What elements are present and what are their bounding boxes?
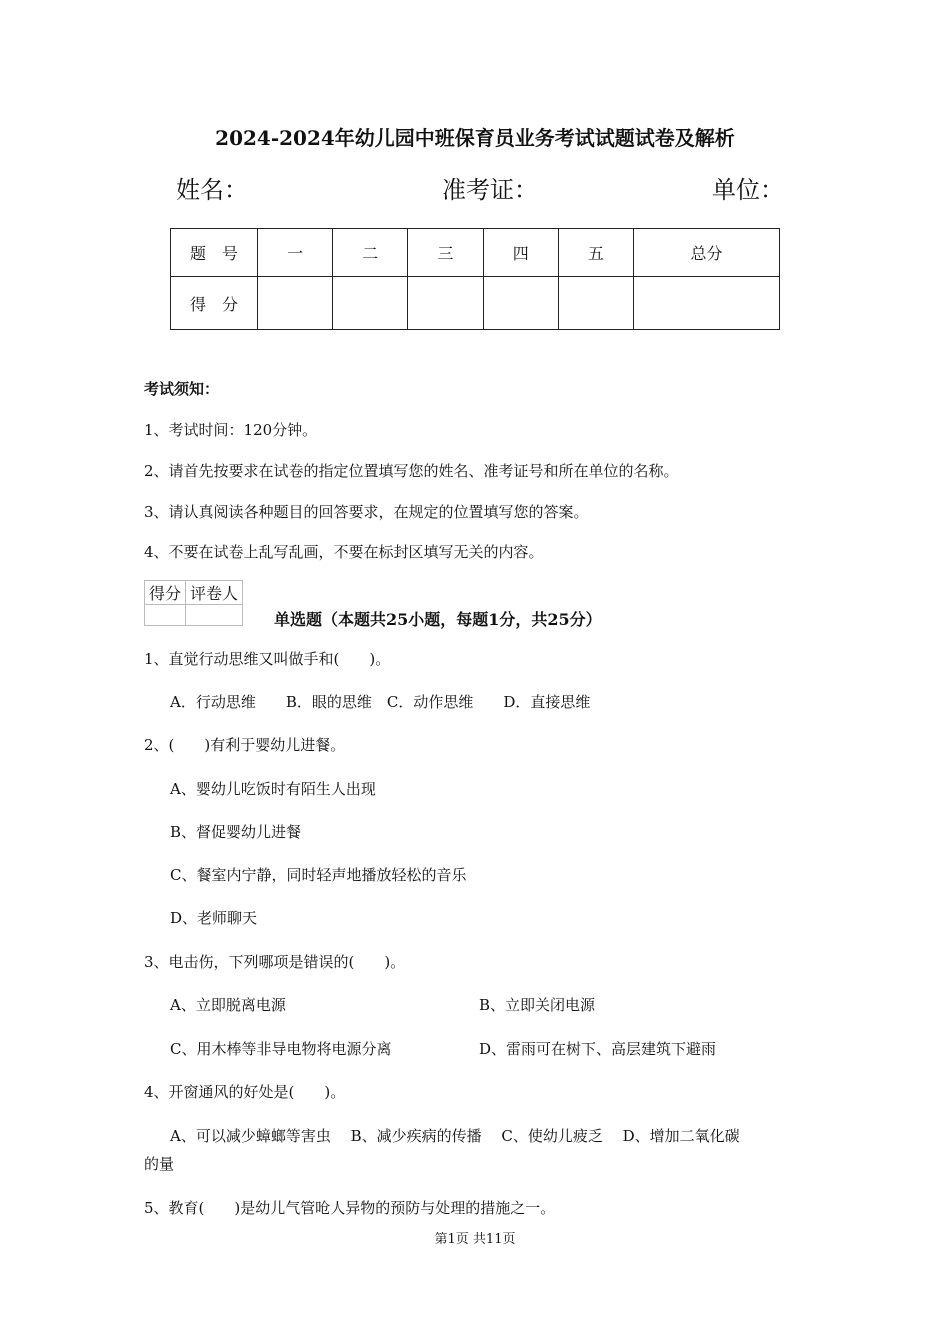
question-options-continued: 的量	[144, 1155, 175, 1173]
option-a: A、立即脱离电源	[170, 996, 286, 1014]
score-header-cell: 五	[558, 229, 633, 277]
notice-item: 2、请首先按要求在试卷的指定位置填写您的姓名、准考证号和所在单位的名称。	[144, 462, 679, 480]
question-stem: 5、教育( )是幼儿气管呛人异物的预防与处理的措施之一。	[144, 1199, 556, 1217]
option-b: B、督促婴幼儿进餐	[170, 823, 302, 841]
score-header-cell: 四	[483, 229, 558, 277]
score-table	[170, 228, 780, 330]
option-d: D、老师聊天	[170, 909, 258, 927]
grader-name-label: 评卷人	[186, 581, 243, 605]
question-stem: 2、( )有利于婴幼儿进餐。	[144, 736, 346, 754]
score-input-cell[interactable]	[634, 277, 780, 330]
question-options: A、可以减少蟑螂等害虫 B、减少疾病的传播 C、使幼儿疲乏 D、增加二氧化碳	[170, 1127, 740, 1145]
score-header-cell: 一	[258, 229, 333, 277]
notice-heading: 考试须知：	[144, 380, 220, 398]
score-input-cell[interactable]	[483, 277, 558, 330]
score-row-label: 得 分	[171, 277, 258, 330]
notice-item: 1、考试时间：120分钟。	[144, 421, 318, 439]
score-input-cell[interactable]	[408, 277, 483, 330]
page-footer: 第1页 共11页	[434, 1232, 516, 1247]
option-c: C、餐室内宁静，同时轻声地播放轻松的音乐	[170, 866, 467, 884]
option-b: B、立即关闭电源	[479, 996, 596, 1014]
score-table-score-row	[171, 277, 780, 330]
score-header-cell: 二	[333, 229, 408, 277]
grader-box	[144, 580, 243, 626]
question-options: A．行动思维 B．眼的思维 C．动作思维 D．直接思维	[170, 693, 591, 711]
grader-score-cell[interactable]	[145, 605, 186, 626]
option-c: C、用木棒等非导电物将电源分离	[170, 1040, 392, 1058]
score-header-cell: 三	[408, 229, 483, 277]
notice-item: 4、不要在试卷上乱写乱画，不要在标封区填写无关的内容。	[144, 543, 544, 561]
page-title: 2024-2024年幼儿园中班保育员业务考试试题试卷及解析	[215, 126, 735, 150]
score-input-cell[interactable]	[258, 277, 333, 330]
option-d: D、雷雨可在树下、高层建筑下避雨	[479, 1040, 717, 1058]
score-header-cell: 总分	[634, 229, 780, 277]
option-a: A、婴幼儿吃饭时有陌生人出现	[170, 780, 376, 798]
section-title: 单选题（本题共25小题，每题1分，共25分）	[274, 610, 602, 629]
question-stem: 3、电击伤，下列哪项是错误的( )。	[144, 953, 406, 971]
score-header-cell: 题 号	[171, 229, 258, 277]
grader-score-label: 得分	[145, 581, 186, 605]
question-stem: 1、直觉行动思维又叫做手和( )。	[144, 650, 391, 668]
exam-id-label: 准考证：	[442, 176, 538, 204]
score-input-cell[interactable]	[333, 277, 408, 330]
score-table-header-row	[171, 229, 780, 277]
question-stem: 4、开窗通风的好处是( )。	[144, 1083, 346, 1101]
notice-item: 3、请认真阅读各种题目的回答要求，在规定的位置填写您的答案。	[144, 503, 589, 521]
name-label: 姓名：	[176, 176, 248, 204]
score-input-cell[interactable]	[558, 277, 633, 330]
unit-label: 单位：	[712, 176, 784, 204]
grader-name-cell[interactable]	[186, 605, 243, 626]
